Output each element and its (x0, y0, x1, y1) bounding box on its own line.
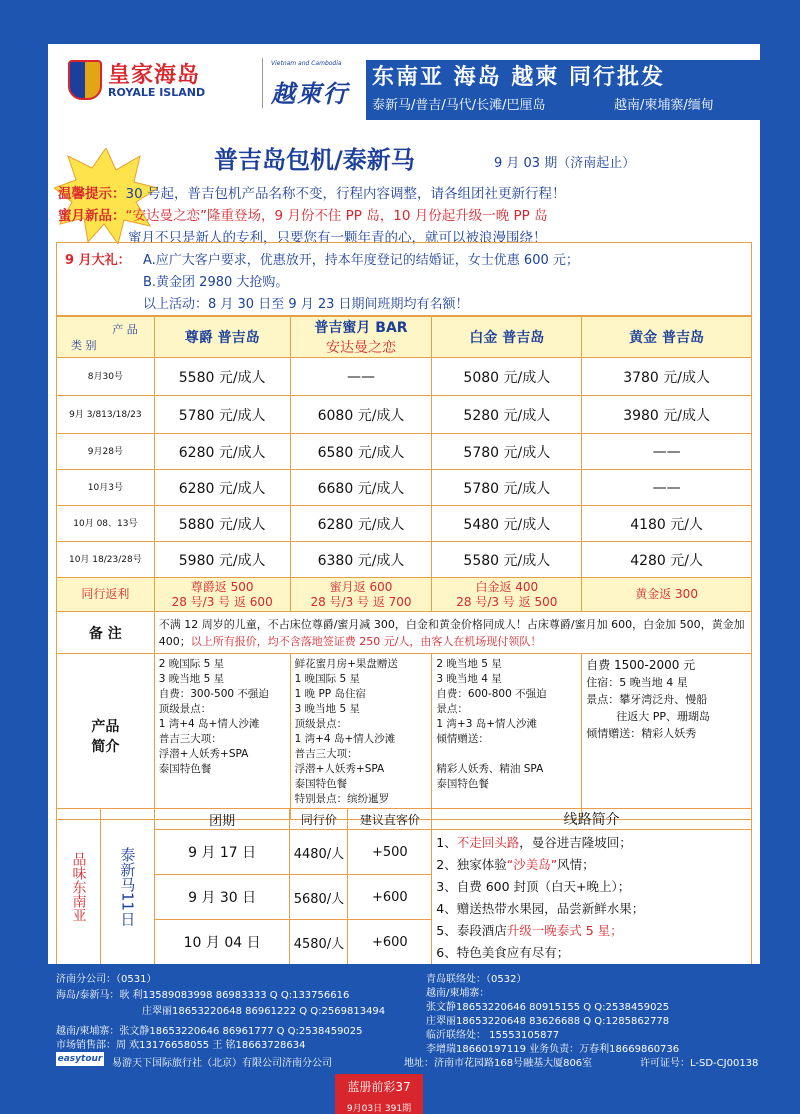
product-honeymoon (290, 654, 432, 820)
product-line: 3 晚当地 5 星 (158, 673, 225, 685)
product-line: 泰国特色餐 (294, 778, 348, 790)
price-cell: 6380 元/成人 (290, 542, 432, 578)
product-line: 景点：攀牙湾泛舟、慢船 (586, 693, 708, 706)
side-label (57, 809, 101, 965)
tip-row-2 (58, 204, 548, 224)
table-row (57, 830, 752, 875)
gift-line-b: B.黄金团 2980 大抢购。 (143, 275, 289, 290)
contact-line: 张文静18653220646 80915155 Q Q:2538459025 (426, 1002, 670, 1013)
product-line: 自费 1500-2000 元 (586, 658, 696, 672)
product-line: 1 晚国际 5 星 (294, 673, 360, 685)
product-label (57, 654, 155, 820)
issue-badge (335, 1074, 423, 1114)
price-cell: 6280 元/成人 (154, 434, 290, 470)
table-row (57, 542, 752, 578)
corner-bottom: 类 别 (71, 339, 97, 352)
product-line: 自费：600-800 不强迫 (436, 688, 547, 700)
table-row (57, 470, 752, 506)
product-line: 倾情赠送： (436, 733, 489, 745)
route-red: “沙美岛” (506, 857, 558, 872)
price-cell: 5080 元/成人 (432, 358, 582, 396)
price-cell: 4180 元/人 (582, 506, 752, 542)
tip-label: 蜜月新品： (58, 208, 126, 224)
row-date: 10月 08、13号 (57, 506, 155, 542)
header-retail: 建议直客价 (348, 809, 432, 830)
header-date: 团期 (154, 809, 290, 830)
route-item (436, 832, 747, 854)
price-cell: 4280 元/人 (582, 542, 752, 578)
september-gift-box (56, 242, 752, 316)
side-label-text: 品味东南亚 (70, 851, 87, 922)
col-header-honeymoon-sub: 安达曼之恋 (326, 340, 396, 356)
price-cell: 5980 元/成人 (154, 542, 290, 578)
product-row (57, 654, 752, 820)
qingdao-label: 青岛联络处：（0532） (426, 974, 527, 985)
note-red: 以上所有报价，均不含落地签证费 250 元/人，由客人在机场现付领队！ (190, 634, 542, 648)
product-line: 普吉三大项： (294, 748, 358, 760)
product-line: 2 晚当地 5 星 (436, 658, 502, 670)
product-line: 1 晚 PP 岛住宿 (294, 688, 366, 700)
se-asia-tour-table (56, 808, 752, 965)
tour-date: 9 月 30 日 (154, 875, 290, 920)
contact-line: 庄翠丽18653220648 86961222 Q Q:2569813494 (142, 1006, 386, 1017)
product-line: 泰国特色餐 (436, 778, 489, 790)
product-spacer (436, 747, 577, 762)
price-cell: 5780 元/成人 (432, 434, 582, 470)
product-line: 浮潜+人妖秀+SPA (294, 763, 385, 775)
product-line: 1 湾+4 岛+情人沙滩 (158, 718, 260, 730)
tour-price: 5680/人 (290, 875, 348, 920)
page-title: 普吉岛包机/泰新马 (214, 146, 415, 174)
row-date: 8月30号 (57, 358, 155, 396)
tour-name (100, 809, 154, 965)
contact-line: 市场销售部：周 欢13176658055 王 铭18663728634 (56, 1040, 306, 1051)
note-label: 备 注 (57, 612, 155, 654)
col-header-platinum: 白金 普吉岛 (432, 317, 582, 358)
table-row (57, 396, 752, 434)
logo-en: ROYALE ISLAND (108, 86, 206, 99)
contact-line: 越南/柬埔寨： (426, 988, 490, 999)
license-number: 许可证号：L-SD-CJ00138 (640, 1058, 759, 1069)
col-header-gold: 黄金 普吉岛 (582, 317, 752, 358)
product-platinum (432, 654, 582, 820)
tour-retail: +600 (348, 920, 432, 965)
row-date: 9月 3/813/18/23 (57, 396, 155, 434)
col-header-honeymoon (290, 317, 432, 358)
product-line: 特别景点：缤纷暹罗 (294, 793, 390, 805)
tour-name-text: 泰新马11日 (118, 846, 137, 927)
page-subtitle: 9 月 03 期（济南起止） (494, 156, 636, 171)
gift-label: 9 月大礼： (65, 253, 131, 268)
rebate-cell (154, 578, 290, 612)
product-line: 精彩人妖秀、精油 SPA (436, 763, 544, 775)
vietnam-cambodia-logo (262, 58, 362, 108)
company-address: 地址：济南市花园路168号融基大厦806室 (404, 1058, 593, 1069)
slogan-bar (366, 60, 760, 120)
route-text: ，曼谷进吉隆坡回； (519, 835, 632, 850)
row-date: 10月 18/23/28号 (57, 542, 155, 578)
jinan-label: 济南分公司：（0531） (56, 974, 157, 985)
price-table (56, 316, 752, 820)
route-list (432, 830, 752, 965)
rebate-line: 白金返 400 (475, 579, 539, 594)
easytour-logo: easytour (57, 1054, 103, 1064)
tour-date: 10 月 04 日 (154, 920, 290, 965)
product-line: 泰国特色餐 (158, 763, 212, 775)
contact-line: 庄翠丽18653220648 83626688 Q Q:1285862778 (426, 1016, 670, 1027)
product-line: 3 晚当地 4 星 (436, 673, 502, 685)
rebate-line: 蜜月返 600 (329, 579, 393, 594)
product-line: 浮潜+人妖秀+SPA (158, 748, 249, 760)
corner-top: 产 品 (112, 323, 138, 336)
route-prefix: 3、自费 600 封顶（白天+晚上）； (436, 879, 631, 894)
rebate-cell (582, 578, 752, 612)
product-line: 往返大 PP、珊瑚岛 (616, 710, 710, 723)
logo-cn: 皇家海岛 (108, 63, 201, 88)
rebate-line: 28 号/3 号 返 700 (310, 594, 412, 609)
tip-text: “安达曼之恋”隆重登场，9 月份不住 PP 岛，10 月份起升级一晚 PP 岛 (125, 208, 548, 224)
route-item (436, 942, 747, 964)
table-row (57, 358, 752, 396)
product-line: 3 晚当地 5 星 (294, 703, 360, 715)
flyer-sheet (48, 44, 760, 1072)
price-cell: 5880 元/成人 (154, 506, 290, 542)
tip-label: 温馨提示： (58, 186, 126, 202)
route-prefix: 2、独家体验 (436, 857, 507, 872)
price-cell: 5580 元/成人 (432, 542, 582, 578)
route-item (436, 876, 747, 898)
price-cell: 5280 元/成人 (432, 396, 582, 434)
tour-price: 4580/人 (290, 920, 348, 965)
tour-retail: +600 (348, 875, 432, 920)
table-row (57, 434, 752, 470)
price-cell: 6080 元/成人 (290, 396, 432, 434)
col-header-zunjue: 尊爵 普吉岛 (154, 317, 290, 358)
destinations-left: 泰新马/普吉/马代/长滩/巴厘岛 (372, 98, 546, 113)
table-row (57, 506, 752, 542)
rebate-line: 尊爵返 500 (190, 579, 254, 594)
route-item (436, 854, 747, 876)
product-line: 2 晚国际 5 星 (158, 658, 225, 670)
royale-island-logo (62, 56, 252, 106)
header-route: 线路简介 (432, 809, 752, 830)
logo2-en: Vietnam and Cambodia (271, 60, 342, 67)
price-cell: 3980 元/成人 (582, 396, 752, 434)
product-line: 住宿：5 晚当地 4 星 (586, 676, 688, 689)
price-cell: 5780 元/成人 (154, 396, 290, 434)
issue-date: 9月03日 391期 (346, 1104, 412, 1114)
gift-line-a: A.应广大客户要求，优惠放开，持本年度登记的结婚证，女士优惠 600 元； (143, 253, 579, 268)
issue-title: 蓝册前彩37 (347, 1080, 411, 1094)
route-red: 升级一晚泰式 5 星； (506, 923, 623, 938)
price-cell: 6580 元/成人 (290, 434, 432, 470)
price-cell: 6280 元/成人 (290, 506, 432, 542)
tour-price: 4480/人 (290, 830, 348, 875)
rebate-row (57, 578, 752, 612)
row-date: 9月28号 (57, 434, 155, 470)
contact-line: 李增瑞18660197119 业务负责：万春利18669860736 (426, 1044, 680, 1055)
col-header-honeymoon-name: 普吉蜜月 BAR (314, 320, 408, 336)
rebate-line: 28 号/3 号 返 500 (456, 594, 558, 609)
header-trade-price: 同行价 (290, 809, 348, 830)
rebate-line: 黄金返 300 (635, 587, 698, 601)
header (48, 44, 760, 116)
product-zunjue (154, 654, 290, 820)
product-label-text: 产品简介 (91, 718, 120, 755)
route-prefix: 6、特色美食应有尽有； (436, 945, 570, 960)
contact-line: 海岛/泰新马：耿 利13589083998 86983333 Q Q:133756616 (56, 990, 350, 1001)
product-line: 普吉三大项： (158, 733, 222, 745)
shield-icon (68, 60, 102, 100)
rebate-line: 28 号/3 号 返 600 (171, 594, 273, 609)
product-line: 鲜花蜜月房+果盘赠送 (294, 658, 398, 670)
price-cell: 5580 元/成人 (154, 358, 290, 396)
price-cell: 6280 元/成人 (154, 470, 290, 506)
route-item (436, 898, 747, 920)
product-line: 景点： (436, 703, 468, 715)
rebate-cell (432, 578, 582, 612)
gift-line-c: 以上活动：8 月 30 日至 9 月 23 日期间班期均有名额！ (143, 297, 469, 312)
route-prefix: 5、泰段酒店 (436, 923, 507, 938)
tip-text: 蜜月不只是新人的专利，只要您有一颗年青的心，就可以被浪漫围绕！ (128, 230, 547, 246)
product-gold (582, 654, 752, 820)
contact-line: 临沂联络处： 15553105877 (426, 1030, 560, 1041)
price-cell: 5480 元/成人 (432, 506, 582, 542)
price-cell: —— (582, 470, 752, 506)
tip-text: 30 号起，普吉包机产品名称不变，行程内容调整，请各组团社更新行程！ (125, 186, 566, 202)
corner-cell (57, 317, 155, 358)
rebate-label: 同行返利 (57, 578, 155, 612)
destinations-right: 越南/柬埔寨/缅甸 (614, 98, 714, 113)
product-line: 1 湾+3 岛+情人沙滩 (436, 718, 538, 730)
company-name: 易游天下国际旅行社（北京）有限公司济南分公司 (112, 1058, 332, 1069)
price-cell: —— (290, 358, 432, 396)
contact-line: 越南/柬埔寨：张文静18653220646 86961777 Q Q:2538459025 (56, 1026, 363, 1037)
product-line: 顶级景点： (158, 703, 212, 715)
price-cell: 3780 元/成人 (582, 358, 752, 396)
tip-row-1 (58, 182, 565, 202)
slogan: 东南亚 海岛 越柬 同行批发 (372, 65, 665, 90)
logo2-cn: 越柬行 (271, 80, 349, 108)
rebate-cell (290, 578, 432, 612)
product-line: 顶级景点： (294, 718, 348, 730)
footer-contacts (48, 964, 760, 1072)
price-cell: 6680 元/成人 (290, 470, 432, 506)
route-prefix: 4、赠送热带水果园，品尝新鲜水果； (436, 901, 645, 916)
route-text: 风情； (557, 857, 595, 872)
price-cell: —— (582, 434, 752, 470)
note-text (154, 612, 751, 654)
route-prefix: 1、 (436, 835, 457, 850)
note-black: 不满 12 周岁的儿童，不占床位尊爵/蜜月减 300，白金和黄金价格同成人！占床尊爵/蜜月加 600，白金加 500，黄金加 400； (158, 617, 745, 648)
row-date: 10月3号 (57, 470, 155, 506)
product-line: 自费：300-500 不强迫 (158, 688, 269, 700)
tour-retail: +500 (348, 830, 432, 875)
tour-date: 9 月 17 日 (154, 830, 290, 875)
note-row (57, 612, 752, 654)
route-red: 不走回头路 (456, 835, 520, 850)
product-line: 倾情赠送：精彩人妖秀 (586, 727, 697, 740)
price-cell: 5780 元/成人 (432, 470, 582, 506)
product-line: 1 湾+4 岛+情人沙滩 (294, 733, 396, 745)
route-item (436, 920, 747, 942)
